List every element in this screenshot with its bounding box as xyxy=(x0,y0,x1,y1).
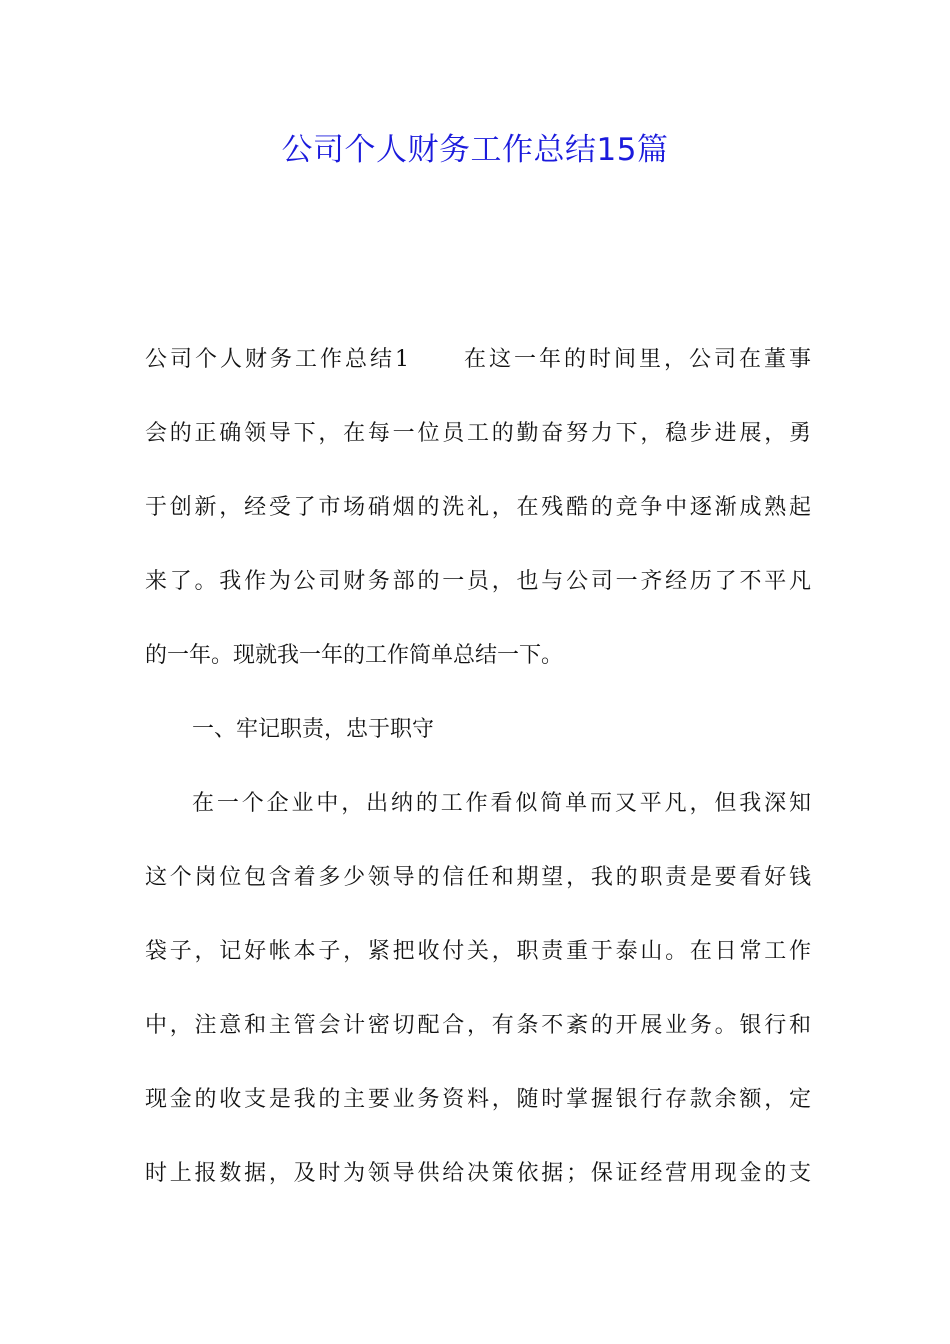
section-subheading: 一、牢记职责，忠于职守 xyxy=(192,717,435,742)
document-title: 公司个人财务工作总结15篇 xyxy=(281,132,669,168)
paragraph-line: 会的正确领导下，在每一位员工的勤奋努力下，稳步进展，勇 xyxy=(145,421,811,446)
document-body xyxy=(145,338,811,1226)
paragraph-line: 于创新，经受了市场硝烟的洗礼，在残酷的竞争中逐渐成熟起 xyxy=(145,495,811,520)
paragraph-line xyxy=(145,338,811,412)
paragraph-line: 的一年。现就我一年的工作简单总结一下。 xyxy=(145,643,564,668)
paragraph-line: 来了。我作为公司财务部的一员，也与公司一齐经历了不平凡 xyxy=(145,569,811,594)
paragraph-line: 中，注意和主管会计密切配合，有条不紊的开展业务。银行和 xyxy=(145,1013,811,1038)
paragraph-line: 在一个企业中，出纳的工作看似简单而又平凡，但我深知 xyxy=(192,791,811,816)
paragraph-line: 现金的收支是我的主要业务资料，随时掌握银行存款余额，定 xyxy=(145,1087,811,1112)
paragraph-line: 时上报数据，及时为领导供给决策依据；保证经营用现金的支 xyxy=(145,1161,811,1186)
paragraph-line: 这个岗位包含着多少领导的信任和期望，我的职责是要看好钱 xyxy=(145,865,811,890)
paragraph-line: 袋子，记好帐本子，紧把收付关，职责重于泰山。在日常工作 xyxy=(145,939,811,964)
section-heading: 公司个人财务工作总结1 xyxy=(145,347,409,372)
paragraph-text: 在这一年的时间里，公司在董事 xyxy=(461,347,811,372)
